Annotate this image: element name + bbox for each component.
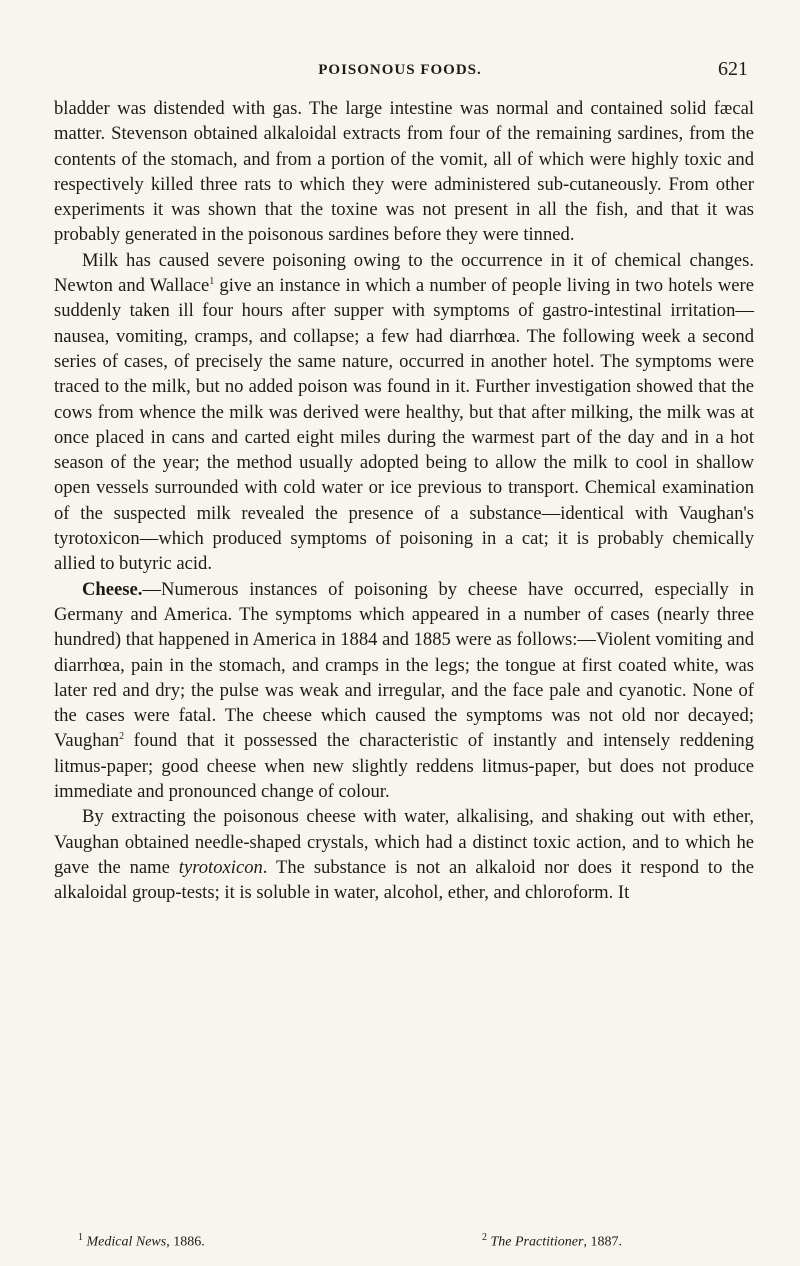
footnote-year: , 1887.	[583, 1234, 622, 1250]
paragraph-milk	[54, 248, 754, 577]
footnote-1	[78, 1232, 205, 1251]
paragraph-text: —Numerous instances of poisoning by cheese have occurred, especially in Germany and America. The symptoms which appeared in a number of cases (nearly three hundred) that happened in America in 1884 and 1885 were as follows:—Violent vomiting and diarrhœa, pain in the stomach, and cramps in the legs; the tongue at first coated white, was later red and dry; the pulse was weak and irregular, and the face pale and cyanotic. None of the cases were fatal. The cheese which caused the symptoms was not old nor decayed; Vaughan	[54, 578, 754, 752]
page-number: 621	[718, 58, 748, 80]
paragraph-sardines	[54, 96, 754, 248]
paragraph-tyrotoxicon	[54, 804, 754, 905]
italic-term: tyrotoxicon	[178, 856, 263, 878]
footnote-marker: 1	[78, 1232, 83, 1243]
footnote-source: Medical News	[86, 1234, 167, 1250]
paragraph-cheese	[54, 577, 754, 805]
paragraph-text: . The substance is not an alkaloid nor does it respond to the alkaloidal group-tests; it is soluble in water, alcohol, ether, and chloroform. It	[54, 856, 754, 904]
footnotes	[54, 1232, 754, 1254]
paragraph-text: By extracting the poisonous cheese with water, alkalising, and shaking out with ether, Vaughan obtained needle-shaped crystals, which had a distinct toxic action, and to which he gave the name	[54, 806, 754, 878]
footnote-marker: 2	[482, 1232, 487, 1243]
footnote-ref: 2	[119, 731, 125, 743]
running-head	[0, 58, 800, 88]
section-lead-in: Cheese.	[82, 578, 143, 600]
body-text	[54, 96, 754, 906]
paragraph-text: bladder was distended with gas. The large intestine was normal and contained solid fæcal matter. Stevenson obtained alkaloidal extracts from four of the remaining sardines, from the contents of the stomach, and from a portion of the vomit, all of which were highly toxic and respectively killed three rats to which they were administered sub-cutaneously. From other experiments it was shown that the toxine was not present in all the fish, and that it was probably generated in the poisonous sardines before they were tinned.	[54, 98, 754, 246]
footnote-2	[482, 1232, 622, 1251]
paragraph-text: found that it possessed the characteristic of instantly and intensely reddening litmus-paper; good cheese when new slightly reddens litmus-paper, but does not produce immediate and pronounced change of colour.	[54, 730, 754, 803]
running-title: POISONOUS FOODS.	[318, 62, 482, 78]
footnote-year: , 1886.	[166, 1234, 205, 1250]
paragraph-text: give an instance in which a number of people living in two hotels were suddenly taken ill four hours after supper with symptoms of gastro-intestinal irritation—nausea, vomiting, cramps, and collapse; a few had diarrhœa. The following week a second series of cases, of precisely the same nature, occurred in another hotel. The symptoms were traced to the milk, but no added poison was found in it. Further investigation showed that the cows from whence the milk was derived were healthy, but that after milking, the milk was at once placed in cans and carted eight miles during the warmest part of the day and in a hot season of the year; the method usually adopted being to allow the milk to cool in shallow open vessels surrounded with cold water or ice previous to transport. Chemical examination of the suspected milk revealed the presence of a substance—identical with Vaughan's tyrotoxicon—which produced symptoms of poisoning in a cat; it is probably chemically allied to butyric acid.	[54, 275, 754, 575]
paragraph-text: Milk has caused severe poisoning owing to the occurrence in it of chemical changes. Newton and Wallace	[54, 249, 754, 297]
footnote-ref: 1	[209, 275, 215, 287]
footnote-source: The Practitioner	[490, 1234, 584, 1250]
